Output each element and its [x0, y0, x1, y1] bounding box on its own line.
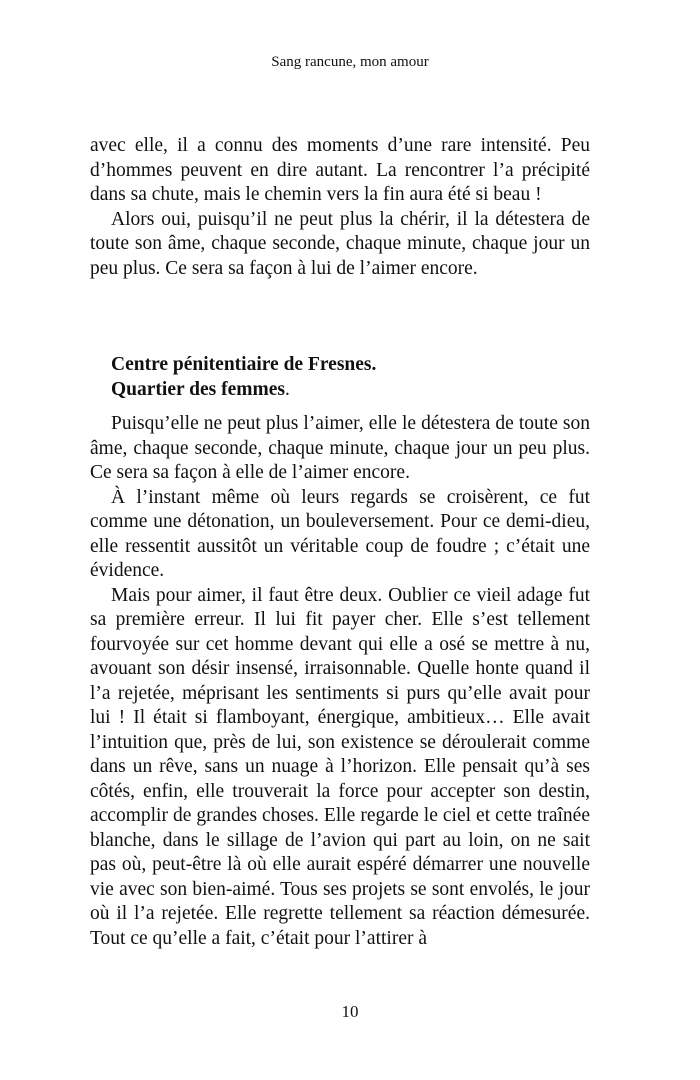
section-heading — [111, 352, 591, 402]
paragraph: Puisqu’elle ne peut plus l’aimer, elle le détestera de toute son âme, chaque seconde, chaque minute, chaque jour un peu plus. Ce sera sa façon à elle de l’aimer encore. — [90, 413, 590, 483]
section-heading-period: . — [285, 379, 290, 400]
paragraph: À l’instant même où leurs regards se croisèrent, ce fut comme une détonation, un bouleversement. Pour ce demi-dieu, elle ressentit aussitôt un véritable coup de foudre ; c’était une évidence. — [90, 486, 590, 581]
text-block-section — [90, 412, 590, 951]
section-heading-line-2-text: Quartier des femmes — [111, 379, 286, 400]
section-heading-line-1: Centre pénitentiaire de Fresnes. — [111, 354, 377, 375]
paragraph: Mais pour aimer, il faut être deux. Oublier ce vieil adage fut sa première erreur. Il lui fit payer cher. Elle s’est tellement fourvoyée sur cet homme devant qui elle a osé se mettre à nu, avouant son désir insensé, irraisonnable. Quelle honte quand il l’a rejetée, méprisant les sentiments si purs qu’elle avait pour lui ! Il était si flamboyant, énergique, ambitieux… Elle avait l’intuition que, près de lui, son existence se déroulerait comme dans un rêve, sans un nuage à l’horizon. Elle pensait qu’à ses côtés, enfin, elle trouverait la force pour accepter son destin, accomplir de grandes choses. Elle regarde le ciel et cette traînée blanche, dans le sillage de l’avion qui part au loin, on ne sait pas où, peut-être là où elle aurait espéré démarrer une nouvelle vie avec son bien-aimé. Tous ses projets se sont envolés, le jour où il l’a rejetée. Elle regrette tellement sa réaction démesurée. Tout ce qu’elle a fait, c’était pour l’attirer à — [90, 584, 590, 949]
page-number: 10 — [341, 1002, 359, 1021]
running-header: Sang rancune, mon amour — [271, 54, 429, 70]
paragraph: Alors oui, puisqu’il ne peut plus la chérir, il la détestera de toute son âme, chaque seconde, chaque minute, chaque jour un peu plus. Ce sera sa façon à lui de l’aimer encore. — [90, 208, 590, 279]
section-heading-line-2 — [111, 377, 591, 402]
text-block-continuation — [90, 134, 590, 281]
paragraph: avec elle, il a connu des moments d’une rare intensité. Peu d’hommes peuvent en dire autant. La rencontrer l’a précipité dans sa chute, mais le chemin vers la fin aura été si beau ! — [90, 135, 590, 205]
